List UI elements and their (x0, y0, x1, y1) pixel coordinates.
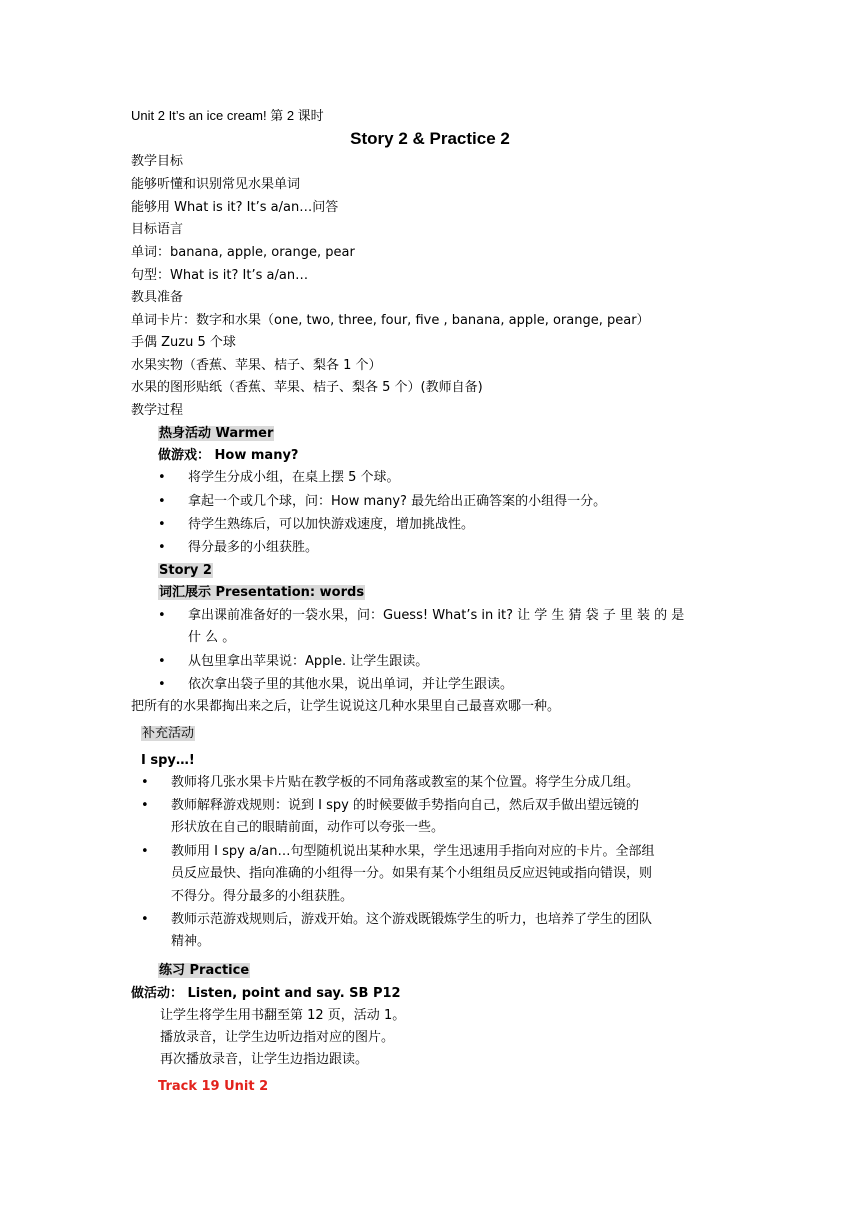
objectives-heading: 教学目标 (131, 154, 184, 169)
game-heading: 做游戏： How many? (158, 448, 299, 463)
warmer-item: 将学生分成小组，在桌上摆 5 个球。 (188, 470, 400, 485)
supplement-item-cont: 形状放在自己的眼睛前面，动作可以夸张一些。 (171, 820, 445, 835)
target-pattern: 句型：What is it? It’s a/an… (131, 268, 309, 283)
practice-activity: 做活动： Listen, point and say. SB P12 (131, 986, 401, 1001)
supplement-item: 教师用 I spy a/an…句型随机说出某种水果，学生迅速用手指向对应的卡片。全部组 (171, 844, 655, 859)
supplement-item-cont: 员反应最快、指向准确的小组得一分。如果有某个小组组员反应迟钝或指向错误，则 (171, 866, 653, 881)
presentation-heading: 词汇展示 Presentation: words (159, 585, 365, 600)
presentation-item: 从包里拿出苹果说：Apple. 让学生跟读。 (188, 654, 429, 669)
supplement-heading: 补充活动 (142, 726, 195, 741)
supplement-item-cont: 不得分。得分最多的小组获胜。 (171, 889, 354, 904)
materials-heading: 教具准备 (131, 290, 184, 305)
bullet-icon: • (158, 494, 166, 509)
warmer-item: 得分最多的小组获胜。 (188, 540, 319, 555)
objective-item: 能够听懂和识别常见水果单词 (131, 177, 301, 192)
bullet-icon: • (141, 844, 149, 859)
practice-step: 再次播放录音，让学生边指边跟读。 (160, 1052, 369, 1067)
bullet-icon: • (158, 470, 166, 485)
story-heading: Story 2 (159, 563, 212, 578)
supplement-item-cont: 精神。 (171, 934, 211, 949)
practice-heading: 练习 Practice (159, 963, 250, 978)
target-language-heading: 目标语言 (131, 222, 184, 237)
practice-step: 让学生将学生用书翻至第 12 页，活动 1。 (160, 1008, 406, 1023)
supplement-item: 教师示范游戏规则后，游戏开始。这个游戏既锻炼学生的听力，也培养了学生的团队 (171, 912, 653, 927)
bullet-icon: • (158, 608, 166, 623)
unit-header: Unit 2 It’s an ice cream! 第 2 课时 (131, 108, 324, 123)
warmer-item: 拿起一个或几个球，问：How many? 最先给出正确答案的小组得一分。 (188, 494, 607, 509)
bullet-icon: • (158, 517, 166, 532)
material-item: 单词卡片：数字和水果（one, two, three, four, five , banana, apple, orange, pear） (131, 313, 650, 328)
track-label: Track 19 Unit 2 (158, 1079, 269, 1094)
supplement-item: 教师解释游戏规则：说到 I spy 的时候要做手势指向自己，然后双手做出望远镜的 (171, 798, 639, 813)
target-words: 单词：banana, apple, orange, pear (131, 245, 355, 260)
objective-item: 能够用 What is it? It’s a/an…问答 (131, 200, 339, 215)
presentation-item: 拿出课前准备好的一袋水果，问：Guess! What’s in it? 让 学 生 猜 袋 子 里 装 的 是 (188, 608, 685, 623)
presentation-item: 依次拿出袋子里的其他水果，说出单词，并让学生跟读。 (188, 677, 514, 692)
supplement-item: 教师将几张水果卡片贴在教学板的不同角落或教室的某个位置。将学生分成几组。 (171, 775, 640, 790)
material-item: 手偶 Zuzu 5 个球 (131, 335, 236, 350)
process-heading: 教学过程 (131, 403, 184, 418)
presentation-item-cont: 什 么 。 (188, 630, 236, 645)
bullet-icon: • (141, 798, 149, 813)
bullet-icon: • (158, 540, 166, 555)
warmer-item: 待学生熟练后，可以加快游戏速度，增加挑战性。 (188, 517, 475, 532)
bullet-icon: • (141, 775, 149, 790)
supplement-game: I spy…! (141, 753, 195, 768)
page-title: Story 2 & Practice 2 (350, 129, 510, 148)
material-item: 水果实物（香蕉、苹果、桔子、梨各 1 个） (131, 358, 382, 373)
bullet-icon: • (141, 912, 149, 927)
bullet-icon: • (158, 677, 166, 692)
warmer-heading: 热身活动 Warmer (159, 426, 274, 441)
material-item: 水果的图形贴纸（香蕉、苹果、桔子、梨各 5 个）(教师自备) (131, 380, 483, 395)
bullet-icon: • (158, 654, 166, 669)
presentation-after: 把所有的水果都掏出来之后，让学生说说这几种水果里自己最喜欢哪一种。 (131, 699, 561, 714)
practice-step: 播放录音，让学生边听边指对应的图片。 (160, 1030, 395, 1045)
